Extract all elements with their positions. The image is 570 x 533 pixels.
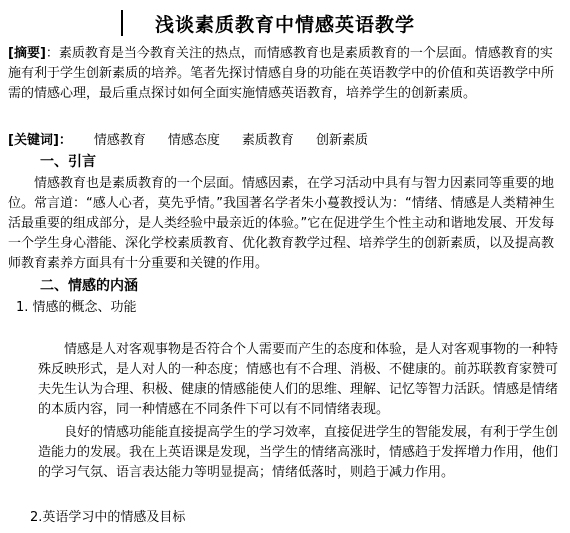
- document-title: 浅谈素质教育中情感英语教学: [154, 14, 415, 36]
- abstract-paragraph: [8, 44, 560, 104]
- keyword-item: 素质教育: [241, 133, 294, 148]
- keywords-label: [关键词]：: [8, 133, 72, 148]
- abstract-label: [摘要]: [8, 46, 46, 61]
- keyword-item: 创新素质: [315, 133, 368, 148]
- subsection-heading-concept: 1. 情感的概念、功能: [16, 300, 137, 315]
- intro-paragraph: 情感教育也是素质教育的一个层面。情感因素，在学习活动中具有与智力因素同等重要的地位。常言道：“感人心者，莫先乎情。”我国著名学者朱小蔓教授认为：“情绪、情感是人类精神生活最重要的组成部分，是人类经验中最亲近的体验。”它在促进学生个性主动和谐地发展、开发每一个学生身心潜能、深化学校素质教育、优化教育教学过程、培养学生的创新素质，以及提高教师教育素养方面具有十分重要和关键的作用。: [8, 176, 555, 271]
- section-heading-intro: 一、引言: [40, 154, 96, 170]
- abstract-text: ：素质教育是当今教育关注的热点，而情感教育也是素质教育的一个层面。情感教育的实施有利于学生创新素质的培养。笔者先探讨情感自身的功能在英语教学中的价值和英语教学中所需的情感心理，最后重点探讨如何全面实施情感英语教育，培养学生的创新素质。: [8, 46, 555, 101]
- keywords-line: [8, 131, 560, 151]
- keyword-item: 情感态度: [167, 133, 220, 148]
- subsection-heading-goals: 2.英语学习中的情感及目标: [30, 510, 186, 525]
- concept-paragraph-1: 情感是人对客观事物是否符合个人需要而产生的态度和体验，是人对客观事物的一种特殊反映形式，是人对人的一种态度；情感也有不合理、消极、不健康的。前苏联教育家赞可夫先生认为合理、积极、健康的情感能使人们的思维、理解、记忆等智力活跃。情感是情绪的本质内容，同一种情感在不同条件下可以有不同情绪表现。: [38, 342, 559, 417]
- section-heading-emotion: 二、情感的内涵: [40, 278, 138, 294]
- keyword-item: 情感教育: [93, 133, 146, 148]
- concept-paragraph-2: 良好的情感功能能直接提高学生的学习效率，直接促进学生的智能发展，有利于学生创造能力的发展。我在上英语课是发现，当学生的情绪高涨时，情感趋于发挥增力作用，他们的学习气氛、语言表达能力等明显提高；情绪低落时，则趋于减力作用。: [38, 425, 559, 480]
